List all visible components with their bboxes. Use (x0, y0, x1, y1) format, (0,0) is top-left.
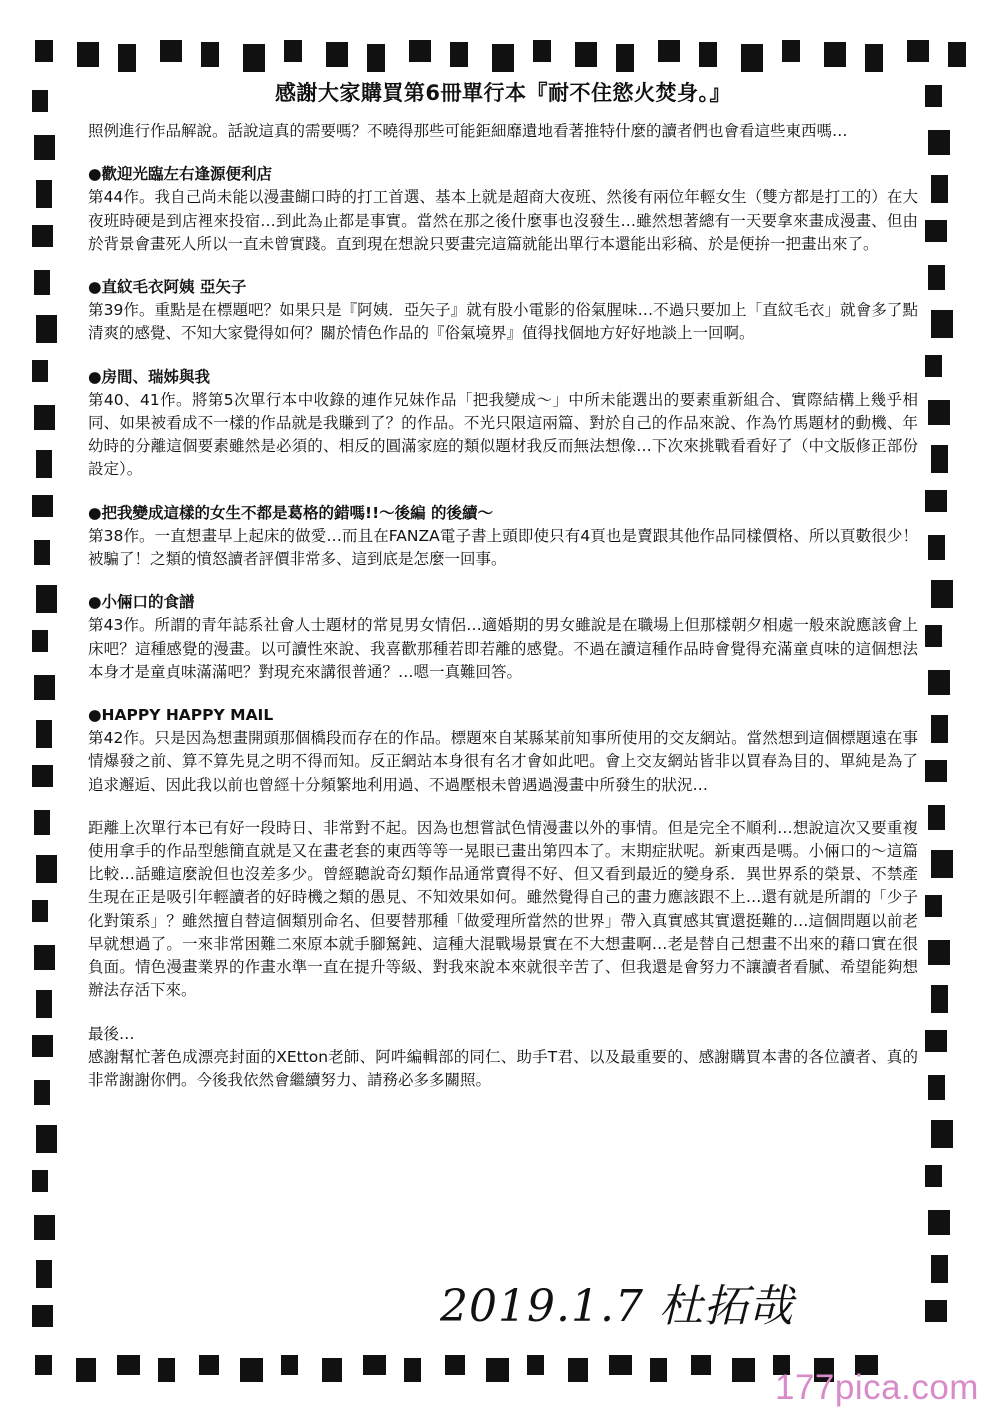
border-square (36, 855, 57, 883)
border-square (925, 220, 947, 242)
border-square (34, 540, 50, 565)
section-heading: ●歡迎光臨左右逢源便利店 (88, 165, 273, 184)
border-square (199, 1355, 219, 1375)
border-square (928, 1210, 950, 1235)
section-heading: ●HAPPY HAPPY MAIL (88, 706, 274, 725)
border-square (609, 1355, 632, 1375)
final-heading: 最後… (88, 1024, 135, 1043)
section-body: 第40、41作。將第5次單行本中收錄的連作兄妹作品「把我變成～」中所未能選出的要素重新組合、實際結構上幾乎相同、如果被看成不一樣的作品就是我賺到了？的作品。不光只限這兩篇、對於自己的作品來說、作為竹馬題材的動機、年幼時的分離這個要素雖然是必須的、相反的圓滿家庭的類似題材我反而無法想像…下次來挑戰看看好了（中文版修正部份設定）。 (88, 390, 918, 479)
border-square (36, 1125, 57, 1153)
handwritten-signature: 2019.1.7 杜拓哉 (440, 1281, 794, 1332)
border-square (34, 1215, 55, 1240)
border-square (36, 450, 52, 478)
border-square (160, 40, 182, 62)
border-square (928, 400, 950, 425)
border-square (36, 990, 52, 1018)
border-square (865, 44, 883, 72)
border-square (931, 445, 948, 473)
afterword-page (88, 78, 918, 1092)
border-square (35, 40, 53, 62)
border-square (782, 40, 800, 62)
border-square (243, 44, 265, 72)
section-heading: ●把我變成這樣的女生不都是葛格的錯嗎!!～後編 的後續～ (88, 503, 494, 522)
border-square (363, 1355, 386, 1375)
border-square (118, 44, 136, 72)
closing-paragraph: 距離上次單行本已有好一段時日、非常對不起。因為也想嘗試色情漫畫以外的事情。但是完全不順利…想說這次又要重複使用拿手的作品型態簡直就是又在畫老套的東西等等一晃眼已畫出第四本了。末期症狀呢。新東西是嗎。小倆口的～這篇比較…話雖這麼說但也沒差多少。曾經聽說奇幻類作品通常賣得不好、但又看到最近的變身系．異世界系的榮景、不禁產生現在正是吸引年輕讀者的好時機之類的愚見、不知效果如何。雖然覺得自己的畫力應該跟不上…還有就是所謂的「少子化對策系」？雖然擅自替這個類別命名、但要替那種「做愛理所當然的世界」帶入真實感其實還挺難的…這個問題以前老早就想過了。一來非常困難二來原本就手腳駑鈍、這種大混戰場景實在不大想畫啊…老是替自己想畫不出來的藉口實在很負面。情色漫畫業界的作畫水準一直在提升等級、對我來說本來就很辛苦了、但我還是會努力不讓讀者看膩、希望能夠想辦法存活下來。 (88, 818, 918, 1000)
border-square (409, 40, 431, 62)
border-square (928, 1075, 945, 1100)
border-square (931, 715, 948, 743)
border-square (650, 1358, 667, 1382)
section-couple-recipe (88, 591, 918, 684)
border-square (928, 670, 950, 695)
border-square (34, 270, 50, 295)
border-square (931, 1255, 948, 1283)
border-square (925, 85, 942, 107)
border-square (34, 945, 55, 970)
section-convenience-store (88, 163, 918, 256)
border-square (32, 1305, 53, 1327)
border-square (77, 42, 99, 67)
border-square (931, 985, 948, 1013)
border-square (158, 1358, 175, 1382)
border-square (533, 40, 551, 62)
border-square (32, 900, 48, 922)
border-square (34, 675, 55, 700)
section-body: 第42作。只是因為想畫開頭那個橋段而存在的作品。標題來自某縣某前知事所使用的交友網站。當然想到這個標題遠在事情爆發之前、算不算先見之明不得而知。反正網站本身很有名才會如此吧。會上交友網站皆非以買春為目的、單純是為了追求邂逅、因此我以前也曾經十分頻繁地利用過、不過壓根未曾遇過漫畫中所發生的狀況… (88, 729, 918, 794)
section-body: 第43作。所謂的青年誌系社會人士題材的常見男女情侶…適婚期的男女雖說是在職場上但那樣朝夕相處一般來說應該會上床吧？這種感覺的漫畫。以可讀性來說、我喜歡那種若即若離的感覺。不過在讀這種作品時會覺得充滿童貞味的這個想法本身才是童貞味滿滿吧？對現充來講很普通？…嗯一真難回答。 (88, 616, 918, 681)
border-square (824, 42, 846, 67)
border-square (691, 1355, 711, 1375)
border-square (568, 1358, 588, 1382)
border-square (925, 355, 942, 377)
section-body: 第38作。一直想畫早上起床的做愛…而且在FANZA電子書上頭即使只有4頁也是賣跟其他作品同樣價格、所以頁數很少！被騙了！之類的憤怒讀者評價非常多、這到底是怎麼一回事。 (88, 526, 918, 569)
border-square (928, 535, 945, 560)
border-square (931, 175, 948, 203)
border-square (931, 850, 953, 878)
section-happy-mail (88, 704, 918, 797)
border-square (34, 810, 50, 835)
border-square (326, 42, 348, 67)
border-square (925, 625, 942, 647)
border-square (928, 265, 945, 290)
border-square (32, 1035, 53, 1057)
border-square (527, 1355, 544, 1375)
border-square (575, 42, 597, 67)
final-section (88, 1023, 918, 1093)
border-square (36, 585, 57, 613)
border-square (928, 940, 950, 965)
border-square (931, 310, 953, 338)
closing-section (88, 817, 918, 1003)
border-square (486, 1358, 509, 1382)
border-square (925, 895, 942, 917)
border-square (32, 90, 48, 112)
border-square (36, 1260, 52, 1288)
border-square (36, 315, 57, 343)
border-square (948, 42, 966, 67)
border-square (925, 490, 947, 512)
border-square (76, 1358, 96, 1382)
border-square (931, 1120, 953, 1148)
final-paragraph: 感謝幫忙著色成漂亮封面的XEtton老師、阿吽編輯部的同仁、助手T君、以及最重要的、感謝購買本書的各位讀者、真的非常謝謝你們。今後我依然會繼續努力、請務必多多關照。 (88, 1047, 918, 1089)
border-square (931, 580, 953, 608)
border-square (34, 1080, 50, 1105)
border-square (35, 1355, 52, 1375)
page-title: 感謝大家購買第6冊單行本『耐不住慾火焚身。』 (274, 81, 732, 105)
border-square (925, 1030, 947, 1052)
border-square (907, 40, 929, 62)
border-square (34, 135, 55, 160)
border-square (658, 40, 680, 62)
section-sequel (88, 502, 918, 572)
border-square (36, 180, 52, 208)
border-square (32, 630, 48, 652)
border-square (32, 765, 53, 787)
border-square (284, 40, 302, 62)
border-square (741, 44, 763, 72)
border-square (925, 1165, 942, 1187)
border-square (450, 42, 468, 67)
border-square (928, 130, 950, 155)
border-square (36, 720, 52, 748)
intro-paragraph: 照例進行作品解說。話說這真的需要嗎？不曉得那些可能鉅細靡遺地看著推特什麼的讀者們也會看這些東西嗎… (88, 122, 848, 140)
section-body: 第39作。重點是在標題吧？如果只是『阿姨．亞矢子』就有股小電影的俗氣腥味…不過只要加上「直紋毛衣」就會多了點清爽的感覺、不知大家覺得如何？關於情色作品的『俗氣境界』值得找個地方好好地談上一回啊。 (88, 301, 918, 343)
border-square (445, 1355, 465, 1375)
section-heading: ●房間、瑞姊與我 (88, 367, 211, 386)
border-square (32, 1170, 48, 1192)
border-square (367, 44, 385, 72)
section-body: 第44作。我自己尚未能以漫畫餬口時的打工首選、基本上就是超商大夜班、然後有兩位年輕女生（雙方都是打工的）在大夜班時硬是到店裡來投宿…到此為止都是事實。當然在那之後什麼事也沒發生…雖然想著總有一天要拿來畫成漫畫、但由於背景會畫死人所以一直未曾實踐。直到現在想說只要畫完這篇就能出單行本還能出彩稿、於是便拚一把畫出來了。 (88, 188, 918, 253)
border-square (492, 44, 514, 72)
border-square (240, 1358, 263, 1382)
border-square (281, 1355, 298, 1375)
border-square (732, 1358, 755, 1382)
border-square (699, 42, 717, 67)
border-square (201, 42, 219, 67)
border-square (925, 1300, 947, 1322)
border-square (322, 1358, 342, 1382)
border-square (32, 225, 53, 247)
section-heading: ●直紋毛衣阿姨 亞矢子 (88, 278, 247, 297)
site-watermark: 177pica.com (775, 1368, 979, 1407)
border-square (616, 44, 634, 72)
section-heading: ●小倆口的食譜 (88, 593, 195, 612)
border-square (117, 1355, 140, 1375)
border-square (928, 805, 945, 830)
section-sweater-aunt (88, 276, 918, 346)
border-square (32, 360, 48, 382)
border-square (32, 495, 53, 517)
border-square (404, 1358, 421, 1382)
border-square (34, 405, 55, 430)
section-room-sister (88, 366, 918, 482)
border-square (925, 760, 947, 782)
